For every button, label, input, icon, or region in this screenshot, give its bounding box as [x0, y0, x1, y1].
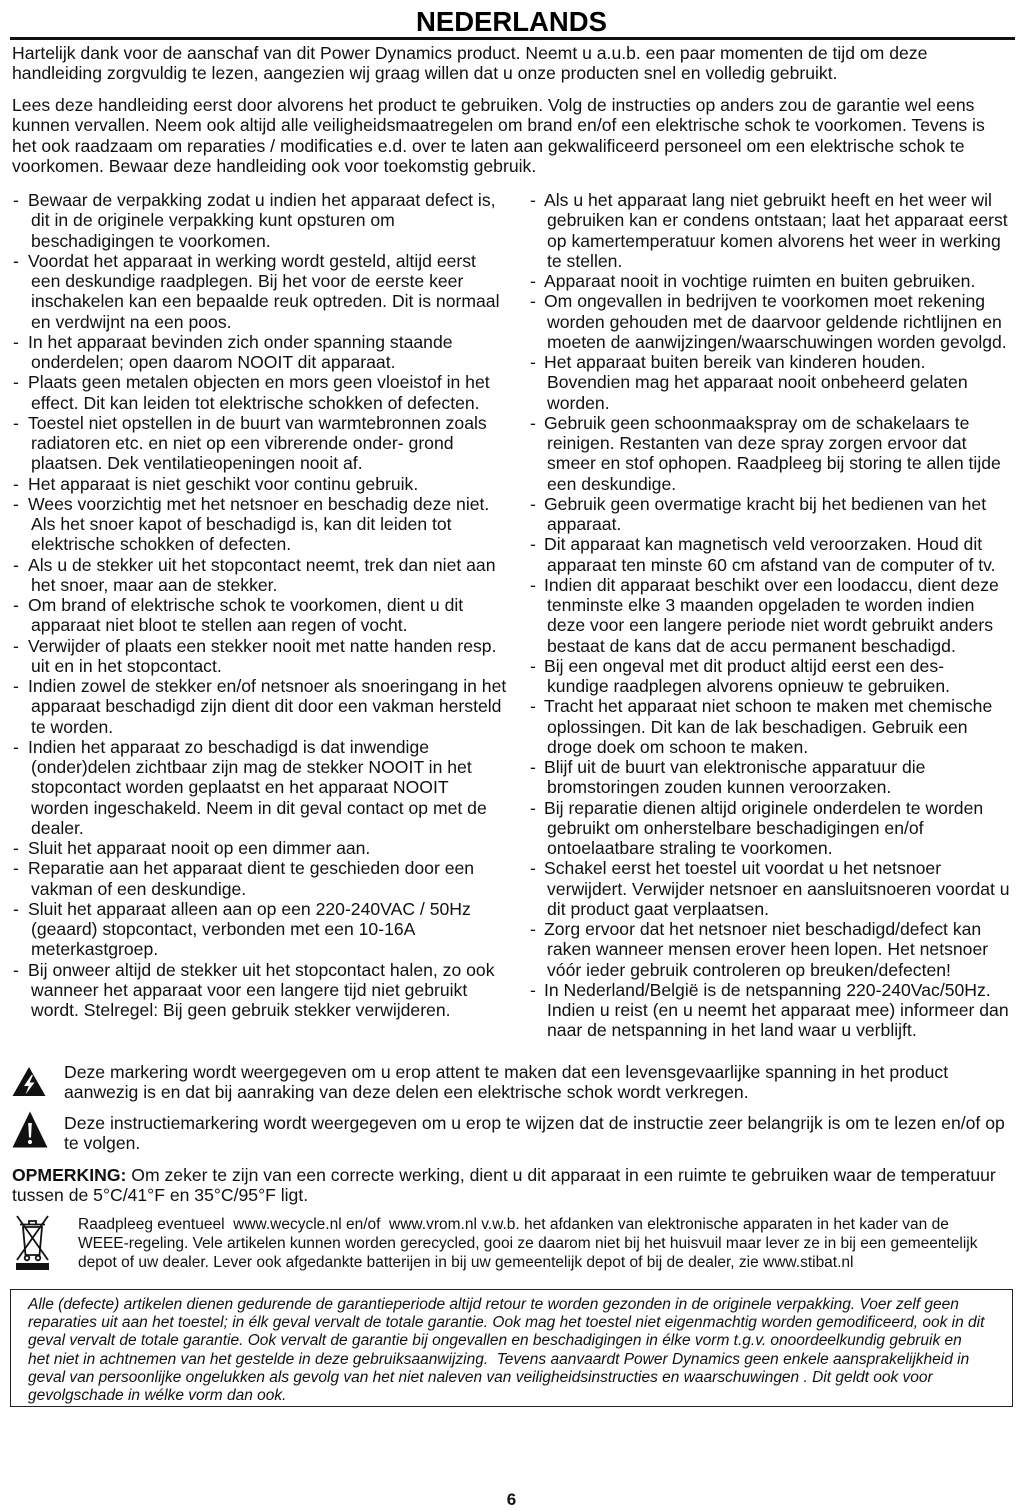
list-item: [10, 494, 515, 555]
list-bullet: -: [13, 190, 19, 210]
list-bullet: -: [530, 919, 536, 939]
text-line: Deze markering wordt weergegeven om u erop attent te maken dat een levensgevaarlijke spanning in het product: [64, 1062, 949, 1082]
note-line: tussen de 5°C/41°F en 35°C/95°F ligt.: [12, 1185, 309, 1206]
text-line: onderdelen; open daarom NOOIT dit apparaat.: [31, 352, 396, 372]
text-line: WEEE-regeling. Vele artikelen kunnen worden gerecycled, gooi ze daarom niet bij het huisvuil maar lever ze in bij een gemeentelijk: [78, 1235, 978, 1252]
text-line: een deskundige raadplegen. Bij het voor de eerste keer: [31, 271, 464, 291]
text-line: apparaat ten minste 60 cm afstand van de computer of tv.: [547, 554, 996, 575]
weee-crossed-bin-icon: [14, 1212, 51, 1270]
note-label: OPMERKING:: [12, 1165, 127, 1185]
list-bullet: -: [530, 291, 536, 312]
text-line: apparaat beschadigd zijn dient dit door een vakman hersteld: [31, 696, 502, 717]
list-bullet: -: [13, 959, 19, 980]
text-line: Gebruik geen overmatige kracht bij het bedienen van het: [544, 493, 987, 514]
text-line: droge doek om schoon te maken.: [547, 736, 809, 757]
intro-paragraph: [12, 43, 1017, 84]
list-item: [527, 757, 1015, 798]
text-line: het ook raadzaam om reparaties / modificaties e.d. over te laten aan gekwalificeerd personeel om een elektrische schok te: [12, 135, 965, 156]
list-bullet: -: [530, 493, 536, 514]
temperature-note: [12, 1165, 1015, 1206]
text-line: handleiding zorgvuldig te lezen, aangezien wij graag willen dat u onze producten snel en volledig gebruikt.: [12, 63, 838, 84]
list-item: [527, 271, 1015, 291]
list-item-text: [544, 696, 1015, 757]
note-text: Om zeker te zijn van een correcte werking, dient u dit apparaat in een ruimte te gebruiken waar de temperatuur: [131, 1165, 996, 1185]
list-item-text: [544, 413, 1015, 494]
text-line: radiatoren etc. en niet op een vibrerende onder- grond: [31, 433, 454, 453]
list-item: [10, 960, 515, 1021]
list-bullet: -: [13, 635, 19, 656]
list-item: [527, 798, 1015, 859]
list-bullet: -: [530, 979, 536, 1000]
list-item: [527, 413, 1015, 494]
text-line: elektrische schokken of defecten.: [31, 534, 292, 555]
list-item-text: [28, 372, 515, 413]
text-line: Het apparaat buiten bereik van kinderen houden.: [544, 352, 926, 372]
list-item-text: [28, 899, 515, 960]
list-item: [527, 696, 1015, 757]
recycling-text: [78, 1215, 1018, 1272]
list-bullet: -: [530, 655, 536, 676]
list-bullet: -: [13, 838, 19, 858]
list-item-text: [28, 332, 515, 373]
text-line: wanneer het apparaat voor een langere tijd niet gebruikt: [31, 979, 468, 1000]
text-line: reparaties uit aan het toestel; in élk geval vervalt de totale garantie. Ook mag het toestel niet eigenmachtig worden gemodificeerd, ook in dit: [28, 1314, 985, 1332]
text-line: dit product gaat verplaatsen.: [547, 898, 770, 919]
list-bullet: -: [13, 676, 19, 696]
text-line: reinigen. Restanten van deze spray zorgen ervoor dat: [547, 433, 967, 453]
text-line: bromstoringen zouden kunnen veroorzaken.: [547, 777, 892, 798]
text-line: Lees deze handleiding eerst door alvorens het product te gebruiken. Volg de instructies op anders zou de garantie wel eens: [12, 95, 975, 115]
text-line: Als het snoer kapot of beschadigd is, kan dit leiden tot: [31, 514, 452, 534]
list-item-text: [28, 838, 515, 858]
list-item-text: [28, 676, 515, 737]
text-line: Dit apparaat kan magnetisch veld veroorzaken. Houd dit: [544, 534, 983, 555]
list-item: [527, 575, 1015, 656]
text-line: Verwijder of plaats een stekker nooit met natte handen resp.: [28, 635, 497, 656]
text-line: Om brand of elektrische schok te voorkomen, dient u dit: [28, 595, 464, 615]
warranty-notice-box: [10, 1289, 1013, 1407]
list-bullet: -: [530, 757, 536, 777]
list-item: [10, 636, 515, 677]
text-line: wordt. Stelregel: Bij geen gebruik stekker verwijderen.: [31, 1000, 451, 1020]
list-bullet: -: [13, 473, 19, 494]
list-bullet: -: [530, 858, 536, 879]
list-item-text: [544, 352, 1015, 413]
list-item: [10, 737, 515, 838]
text-line: te stellen.: [547, 250, 623, 271]
text-line: dit in de originele verpakking kunt opsturen om: [31, 210, 395, 231]
text-line: Raadpleeg eventueel www.wecycle.nl en/of www.vrom.nl v.w.b. het afdanken van elektronische apparaten in het kader van de: [78, 1216, 949, 1233]
list-bullet: -: [13, 898, 19, 919]
text-line: Bij een ongeval met dit product altijd eerst een des-: [544, 655, 945, 676]
list-item: [10, 899, 515, 960]
text-line: Plaats geen metalen objecten en mors geen vloeistof in het: [28, 372, 490, 393]
text-line: Tracht het apparaat niet schoon te maken met chemische: [544, 696, 993, 717]
text-line: kunnen vervallen. Neem ook altijd alle veiligheidsmaatregelen om brand en/of een elektrische schok te voorkomen. Tevens is: [12, 115, 985, 136]
list-item-text: [28, 737, 515, 838]
text-line: worden.: [547, 392, 610, 413]
text-line: geval vervalt de totale garantie. Ook vervalt de garantie bij ongevallen en beschadigingen in élke vorm t.g.v. onoordeelkundig gebruik en: [28, 1332, 962, 1350]
voltage-warning-text: [64, 1062, 1014, 1103]
text-line: Bewaar de verpakking zodat u indien het apparaat defect is,: [28, 190, 496, 210]
high-voltage-warning-icon: [12, 1066, 46, 1097]
text-line: depot of uw dealer. Lever ook afgedankte batterijen in bij uw gemeentelijk depot of bij de dealer, zie www.stibat.nl: [78, 1254, 854, 1271]
title-divider: [10, 37, 1015, 40]
list-bullet: -: [13, 736, 19, 757]
list-item-text: [544, 271, 1015, 291]
list-item: [527, 858, 1015, 919]
text-line: te worden.: [31, 716, 114, 737]
text-line: dealer.: [31, 817, 84, 838]
note-line: [12, 1165, 1015, 1185]
text-line: Sluit het apparaat alleen aan op een 220-240VAC / 50Hz: [28, 898, 471, 919]
text-line: Indien het apparaat zo beschadigd is dat inwendige: [28, 736, 430, 757]
list-item-text: [544, 757, 1015, 798]
text-line: gebruikt om onherstelbare beschadigingen en/of: [547, 817, 924, 838]
text-line: effect. Dit kan leiden tot elektrische schokken of defecten.: [31, 392, 480, 413]
list-item-text: [28, 555, 515, 596]
list-bullet: -: [13, 595, 19, 615]
text-line: het niet in achtnemen van het gestelde in deze gebruiksaanwijzing. Tevens aanvaardt Power Dynamics geen enkele aansprakelijkheid in: [28, 1350, 970, 1368]
text-line: Hartelijk dank voor de aanschaf van dit Power Dynamics product. Neemt u a.u.b. een paar momenten de tijd om deze: [12, 43, 928, 63]
list-item-text: [28, 494, 515, 555]
list-item: [527, 190, 1015, 271]
text-line: Indien u reist (en u neemt het apparaat mee) informeer dan: [547, 1000, 1009, 1020]
text-line: In het apparaat bevinden zich onder spanning staande: [28, 331, 453, 352]
text-line: smeer en stof ophopen. Raadpleeg bij storing te allen tijde: [547, 453, 1001, 474]
text-line: moeten de aanwijzingen/waarschuwingen worden gevolgd.: [547, 331, 1007, 352]
instruction-warning-text: [64, 1113, 1014, 1154]
text-line: te volgen.: [64, 1133, 141, 1154]
text-line: en verdwijnt na een poos.: [31, 311, 232, 332]
text-line: het snoer, maar aan de stekker.: [31, 574, 278, 595]
text-line: geval van persoonlijke ongelukken als gevolg van het niet naleven van veiligheidsinstructies en waarschuwingen . Dit geldt ook voor: [28, 1368, 933, 1386]
list-item-text: [544, 575, 1015, 656]
page-number: 6: [506, 1490, 517, 1509]
instructions-paragraph: [12, 95, 1017, 176]
text-line: bestaat de kans dat de accu permanent beschadigd.: [547, 635, 956, 656]
text-line: (onder)delen zichtbaar zijn mag de stekker NOOIT in het: [31, 757, 472, 777]
list-item-text: [544, 190, 1015, 271]
text-line: Als u de stekker uit het stopcontact neemt, trek dan niet aan: [28, 554, 496, 575]
text-line: stopcontact worden geplaatst en het apparaat NOOIT: [31, 777, 449, 798]
text-line: Het apparaat is niet geschikt voor continu gebruik.: [28, 473, 419, 494]
text-line: meterkastgroep.: [31, 939, 159, 960]
text-line: Alle (defecte) artikelen dienen gedurende de garantieperiode altijd retour te worden gezonden in de originele verpakking. Voer zelf geen: [28, 1296, 959, 1313]
text-line: Om ongevallen in bedrijven te voorkomen moet rekening: [544, 291, 986, 312]
text-line: apparaat niet bloot te stellen aan regen of vocht.: [31, 615, 408, 636]
list-bullet: -: [13, 372, 19, 393]
list-item: [527, 291, 1015, 352]
text-line: vakman of een deskundige.: [31, 878, 247, 899]
text-line: Indien zowel de stekker en/of netsnoer als snoeringang in het: [28, 676, 507, 696]
text-line: Zorg ervoor dat het netsnoer niet beschadigd/defect kan: [544, 919, 982, 939]
text-line: inschakelen kan een bepaalde reuk optreden. Dit is normaal: [31, 291, 500, 312]
list-item: [10, 595, 515, 636]
list-item-text: [28, 251, 515, 332]
list-bullet: -: [530, 696, 536, 717]
list-item-text: [28, 636, 515, 677]
text-line: gevolgschade in wélke vorm dan ook.: [28, 1387, 287, 1405]
list-item: [10, 474, 515, 494]
list-item-text: [28, 858, 515, 899]
list-item: [10, 251, 515, 332]
list-item: [527, 656, 1015, 697]
text-line: een deskundige.: [547, 473, 677, 494]
list-bullet: -: [530, 271, 536, 291]
exclamation-warning-icon: [12, 1111, 48, 1148]
text-line: Voordat het apparaat in werking wordt gesteld, altijd eerst: [28, 250, 476, 271]
list-bullet: -: [530, 534, 536, 555]
text-line: Gebruik geen schoonmaakspray om de schakelaars te: [544, 412, 970, 433]
text-line: uit en in het stopcontact.: [31, 655, 222, 676]
list-item-text: [544, 291, 1015, 352]
list-item-text: [544, 919, 1015, 980]
safety-list-left: [10, 190, 515, 1020]
text-line: naar de netspanning in het land waar u verblijft.: [547, 1020, 917, 1041]
list-item: [527, 494, 1015, 535]
text-line: worden gehouden met de daarvoor geldende richtlijnen en: [547, 311, 1002, 332]
list-item-text: [28, 960, 515, 1021]
list-bullet: -: [530, 190, 536, 210]
text-line: tenminste elke 3 maanden opgeladen te worden indien: [547, 595, 975, 615]
text-line: beschadigingen te voorkomen.: [31, 230, 271, 251]
list-bullet: -: [13, 554, 19, 575]
list-item-text: [544, 980, 1015, 1041]
text-line: oplossingen. Dit kan de lak beschadigen. Gebruik een: [547, 716, 968, 737]
text-line: In Nederland/België is de netspanning 220-240Vac/50Hz.: [544, 979, 991, 1000]
text-line: Blijf uit de buurt van elektronische apparatuur die: [544, 757, 926, 777]
text-line: apparaat.: [547, 514, 622, 534]
text-line: voorkomen. Bewaar deze handleiding ook voor toekomstig gebruik.: [12, 155, 537, 176]
text-line: Toestel niet opstellen in de buurt van warmtebronnen zoals: [28, 412, 487, 433]
text-line: plaatsen. Dek ventilatieopeningen nooit af.: [31, 453, 363, 474]
list-bullet: -: [13, 412, 19, 433]
list-item: [10, 676, 515, 737]
text-line: vóór ieder gebruik controleren op breuken/defecten!: [547, 959, 951, 980]
text-line: kundige raadplegen alvorens opnieuw te gebruiken.: [547, 676, 950, 696]
list-bullet: -: [13, 331, 19, 352]
text-line: raken wanneer mensen erover heen lopen. Het netsnoer: [547, 939, 989, 960]
list-item: [10, 838, 515, 858]
list-item-text: [544, 494, 1015, 535]
list-item: [527, 352, 1015, 413]
list-item-text: [544, 858, 1015, 919]
text-line: deze voor een langere periode niet wordt gebruikt anders: [547, 615, 993, 636]
text-line: aanwezig is en dat bij aanraking van deze delen een elektrische schok wordt verkregen.: [64, 1082, 749, 1103]
list-item: [527, 534, 1015, 575]
text-line: (geaard) stopcontact, verbonden met een 10-16A: [31, 919, 416, 939]
text-line: verwijdert. Verwijder netsnoer en aansluitsnoeren voordat u: [547, 878, 1010, 899]
list-item-text: [544, 534, 1015, 575]
list-item: [10, 555, 515, 596]
list-item-text: [28, 474, 515, 494]
list-item-text: [544, 656, 1015, 697]
list-item-text: [544, 798, 1015, 859]
list-bullet: -: [530, 797, 536, 818]
list-item: [10, 190, 515, 251]
page-title: NEDERLANDS: [416, 6, 607, 37]
list-item: [10, 372, 515, 413]
text-line: Reparatie aan het apparaat dient te geschieden door een: [28, 858, 475, 879]
list-item: [10, 858, 515, 899]
list-bullet: -: [530, 412, 536, 433]
text-line: Deze instructiemarkering wordt weergegeven om u erop te wijzen dat de instructie zeer belangrijk is om te lezen en/of op: [64, 1113, 1005, 1133]
list-item-text: [28, 595, 515, 636]
safety-list-right: [527, 190, 1015, 1041]
text-line: Schakel eerst het toestel uit voordat u het netsnoer: [544, 858, 942, 879]
list-bullet: -: [530, 574, 536, 595]
list-bullet: -: [13, 493, 19, 514]
text-line: ontoelaatbare straling te voorkomen.: [547, 838, 833, 858]
list-bullet: -: [530, 352, 536, 372]
text-line: Bij reparatie dienen altijd originele onderdelen te worden: [544, 797, 984, 818]
text-line: Sluit het apparaat nooit op een dimmer aan.: [28, 838, 371, 858]
list-item: [527, 919, 1015, 980]
text-line: worden ingeschakeld. Neem in dit geval contact op met de: [31, 797, 487, 818]
list-item-text: [28, 413, 515, 474]
list-item-text: [28, 190, 515, 251]
text-line: gebruiken kan er condens ontstaan; laat het apparaat eerst: [547, 210, 1008, 231]
text-line: Bovendien mag het apparaat nooit onbeheerd gelaten: [547, 372, 968, 393]
list-item: [527, 980, 1015, 1041]
list-bullet: -: [13, 250, 19, 271]
text-line: Als u het apparaat lang niet gebruikt heeft en het weer wil: [544, 190, 992, 210]
text-line: Apparaat nooit in vochtige ruimten en buiten gebruiken.: [544, 271, 976, 291]
list-item: [10, 332, 515, 373]
text-line: Indien dit apparaat beschikt over een loodaccu, dient deze: [544, 574, 999, 595]
text-line: Wees voorzichtig met het netsnoer en beschadig deze niet.: [28, 493, 490, 514]
text-line: op kamertemperatuur komen alvorens het weer in werking: [547, 230, 1001, 251]
list-item: [10, 413, 515, 474]
list-bullet: -: [13, 858, 19, 879]
text-line: Bij onweer altijd de stekker uit het stopcontact halen, zo ook: [28, 959, 495, 980]
